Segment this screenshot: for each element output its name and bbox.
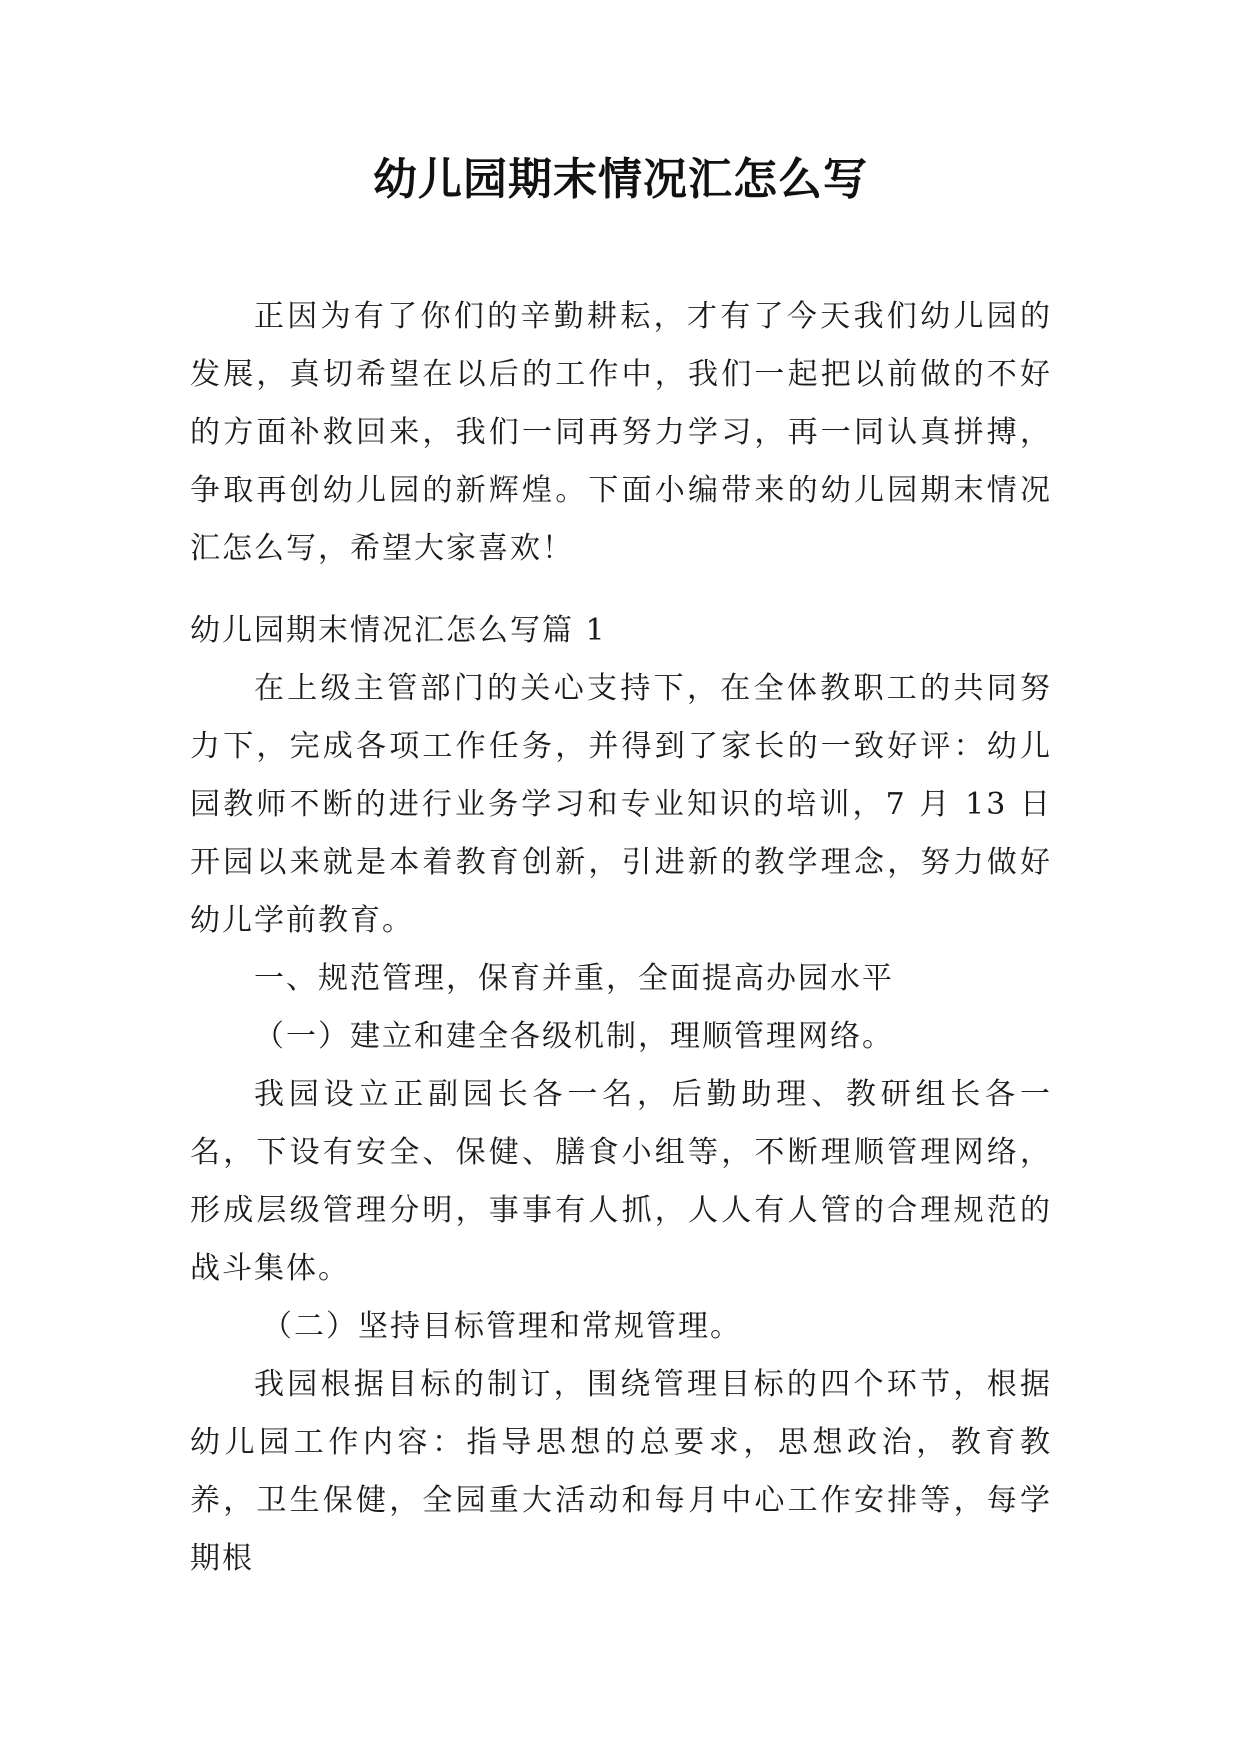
paragraph-3: 我园根据目标的制订，围绕管理目标的四个环节，根据幼儿园工作内容：指导思想的总要求，思想政治，教育教养，卫生保健，全园重大活动和每月中心工作安排等，每学期根 xyxy=(190,1367,1052,1576)
subheading-1: （一）建立和建全各级机制，理顺管理网络。 xyxy=(254,1019,894,1054)
subheading-2: （二）坚持目标管理和常规管理。 xyxy=(262,1309,742,1344)
intro-section xyxy=(190,288,1052,578)
section-heading: 幼儿园期末情况汇怎么写篇 1 xyxy=(190,613,607,648)
article-section xyxy=(190,602,1052,1588)
intro-paragraph: 正因为有了你们的辛勤耕耘，才有了今天我们幼儿园的发展，真切希望在以后的工作中，我们一起把以前做的不好的方面补救回来，我们一同再努力学习，再一同认真拼搏，争取再创幼儿园的新辉煌。下面小编带来的幼儿园期末情况汇怎么写，希望大家喜欢！ xyxy=(190,299,1052,566)
paragraph-1: 在上级主管部门的关心支持下，在全体教职工的共同努力下，完成各项工作任务，并得到了家长的一致好评：幼儿园教师不断的进行业务学习和专业知识的培训，7 月 13 日开园以来就是本着教育创新，引进新的教学理念，努力做好幼儿学前教育。 xyxy=(190,671,1052,938)
heading-level-1: 一、规范管理，保育并重，全面提高办园水平 xyxy=(254,961,894,996)
paragraph-2: 我园设立正副园长各一名，后勤助理、教研组长各一名，下设有安全、保健、膳食小组等，不断理顺管理网络，形成层级管理分明，事事有人抓，人人有人管的合理规范的战斗集体。 xyxy=(190,1077,1052,1286)
document-title: 幼儿园期末情况汇怎么写 xyxy=(373,154,868,205)
